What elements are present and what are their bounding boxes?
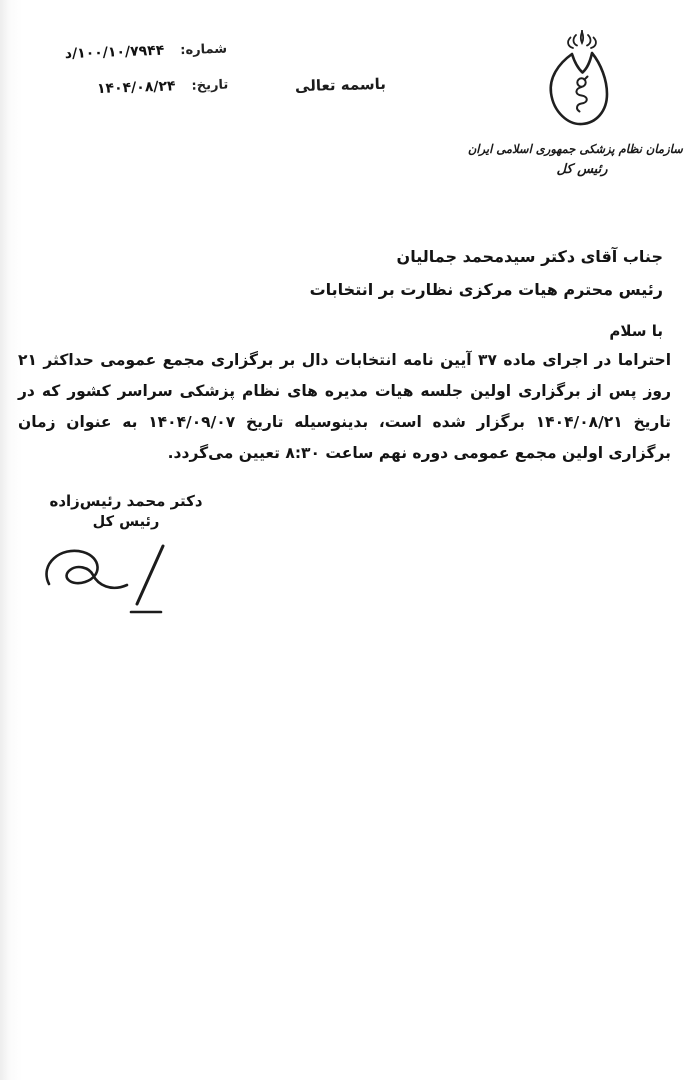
- signer-title: رئیس کل: [92, 514, 160, 530]
- letter-number-label: شماره:: [179, 41, 228, 59]
- handwritten-signature: [31, 532, 221, 622]
- letterhead: [467, 30, 687, 177]
- organization-role: رئیس کل: [556, 162, 608, 177]
- invocation-text: باسمه تعالی: [294, 74, 387, 96]
- recipient-title: رئیس محترم هیات مرکزی نظارت بر انتخابات: [309, 280, 663, 299]
- letter-date-row: [28, 77, 228, 100]
- recipient-name: جناب آقای دکتر سیدمحمد جمالیان: [396, 247, 663, 266]
- organization-name: سازمان نظام پزشکی جمهوری اسلامی ایران: [467, 142, 683, 156]
- recipient-block: [28, 240, 663, 306]
- salutation-text: با سلام: [609, 322, 663, 340]
- signer-name: دکتر محمد رئیس‌زاده: [49, 492, 203, 510]
- medical-council-emblem-icon: [532, 30, 632, 142]
- signature-block: [26, 492, 226, 622]
- letter-meta-block: [27, 41, 229, 120]
- letter-date-label: تاریخ:: [191, 77, 229, 94]
- letter-date-value: ۱۴۰۴/۰۸/۲۴: [96, 78, 176, 98]
- letter-body: احتراما در اجرای ماده ۳۷ آیین نامه انتخابات دال بر برگزاری مجمع عمومی حداکثر ۲۱ روز پس از برگزاری اولین جلسه هیات مدیره های نظام پزشکی سراسر کشور که در تاریخ ۱۴۰۴/۰۸/۲۱ برگزار شده است، بدینوسیله تاریخ ۱۴۰۴/۰۹/۰۷ به عنوان زمان برگزاری اولین مجمع عمومی دوره نهم ساعت ۸:۳۰ تعیین می‌گردد.: [18, 351, 672, 462]
- letter-number-row: [27, 41, 227, 64]
- letter-number-value: د/۱۰۰/۱۰/۷۹۴۴: [64, 42, 165, 63]
